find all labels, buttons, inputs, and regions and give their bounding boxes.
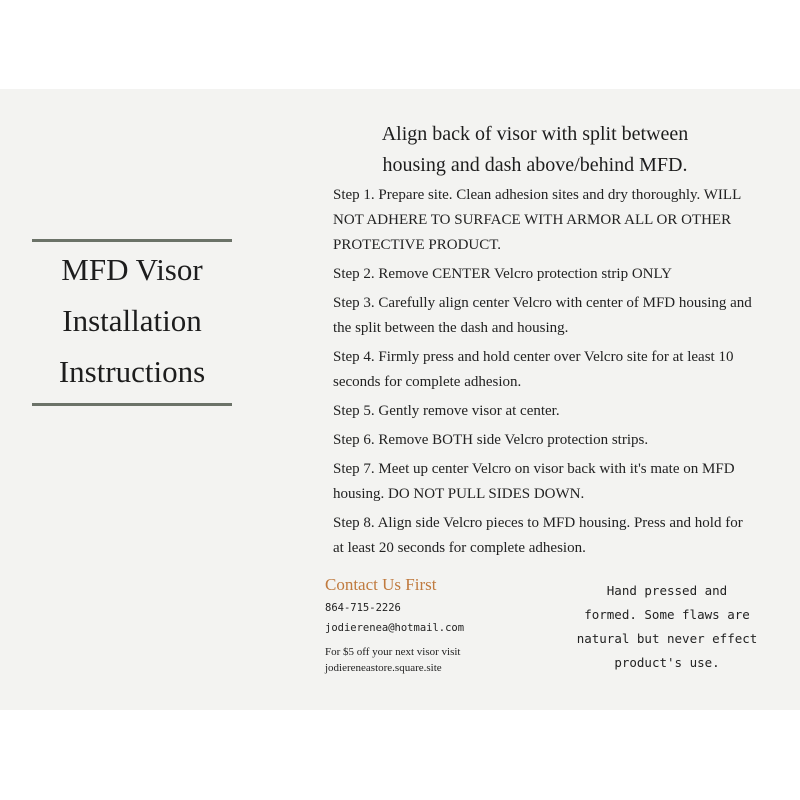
step-4: Step 4. Firmly press and hold center over Velcro site for at least 10 seconds for complete adhesion. xyxy=(333,349,734,390)
title-line-3: Instructions xyxy=(58,354,206,389)
title-line-2: Installation xyxy=(62,303,202,338)
step-3: Step 3. Carefully align center Velcro with center of MFD housing and the split between the dash and housing. xyxy=(333,295,752,336)
step-7: Step 7. Meet up center Velcro on visor back with it's mate on MFD housing. DO NOT PULL SIDES DOWN. xyxy=(333,461,735,502)
heading-line-1: Align back of visor with split between xyxy=(381,123,689,145)
note-line-4: product's use. xyxy=(614,655,720,670)
step-5: Step 5. Gently remove visor at center. xyxy=(333,403,560,419)
contact-email: jodierenea@hotmail.com xyxy=(325,622,465,634)
heading-line-2: housing and dash above/behind MFD. xyxy=(382,154,688,176)
promo-line-1: For $5 off your next visor visit xyxy=(325,646,461,658)
note-line-1: Hand pressed and xyxy=(606,583,728,598)
title-line-1: MFD Visor xyxy=(61,252,203,287)
step-1: Step 1. Prepare site. Clean adhesion sites and dry thoroughly. WILL NOT ADHERE TO SURFACE WITH ARMOR ALL OR OTHER PROTECTIVE PRODUCT. xyxy=(333,187,741,253)
title-bottom-rule xyxy=(32,403,232,406)
handmade-note xyxy=(572,579,762,675)
instruction-card xyxy=(0,89,800,710)
instruction-heading xyxy=(330,119,740,181)
step-8: Step 8. Align side Velcro pieces to MFD housing. Press and hold for at least 20 seconds for complete adhesion. xyxy=(333,515,743,556)
promo-line-2: jodiereneastore.square.site xyxy=(325,662,442,674)
title-block xyxy=(32,239,232,406)
title-top-rule xyxy=(32,239,232,242)
contact-title: Contact Us First xyxy=(325,575,437,594)
step-6: Step 6. Remove BOTH side Velcro protection strips. xyxy=(333,432,649,448)
page-title xyxy=(32,244,232,397)
steps-list xyxy=(333,183,753,565)
step-2: Step 2. Remove CENTER Velcro protection strip ONLY xyxy=(333,266,673,282)
promo-text xyxy=(325,644,555,676)
note-line-3: natural but never effect xyxy=(576,631,758,646)
contact-phone: 864-715-2226 xyxy=(325,602,401,614)
note-line-2: formed. Some flaws are xyxy=(584,607,750,622)
contact-block xyxy=(325,574,555,676)
